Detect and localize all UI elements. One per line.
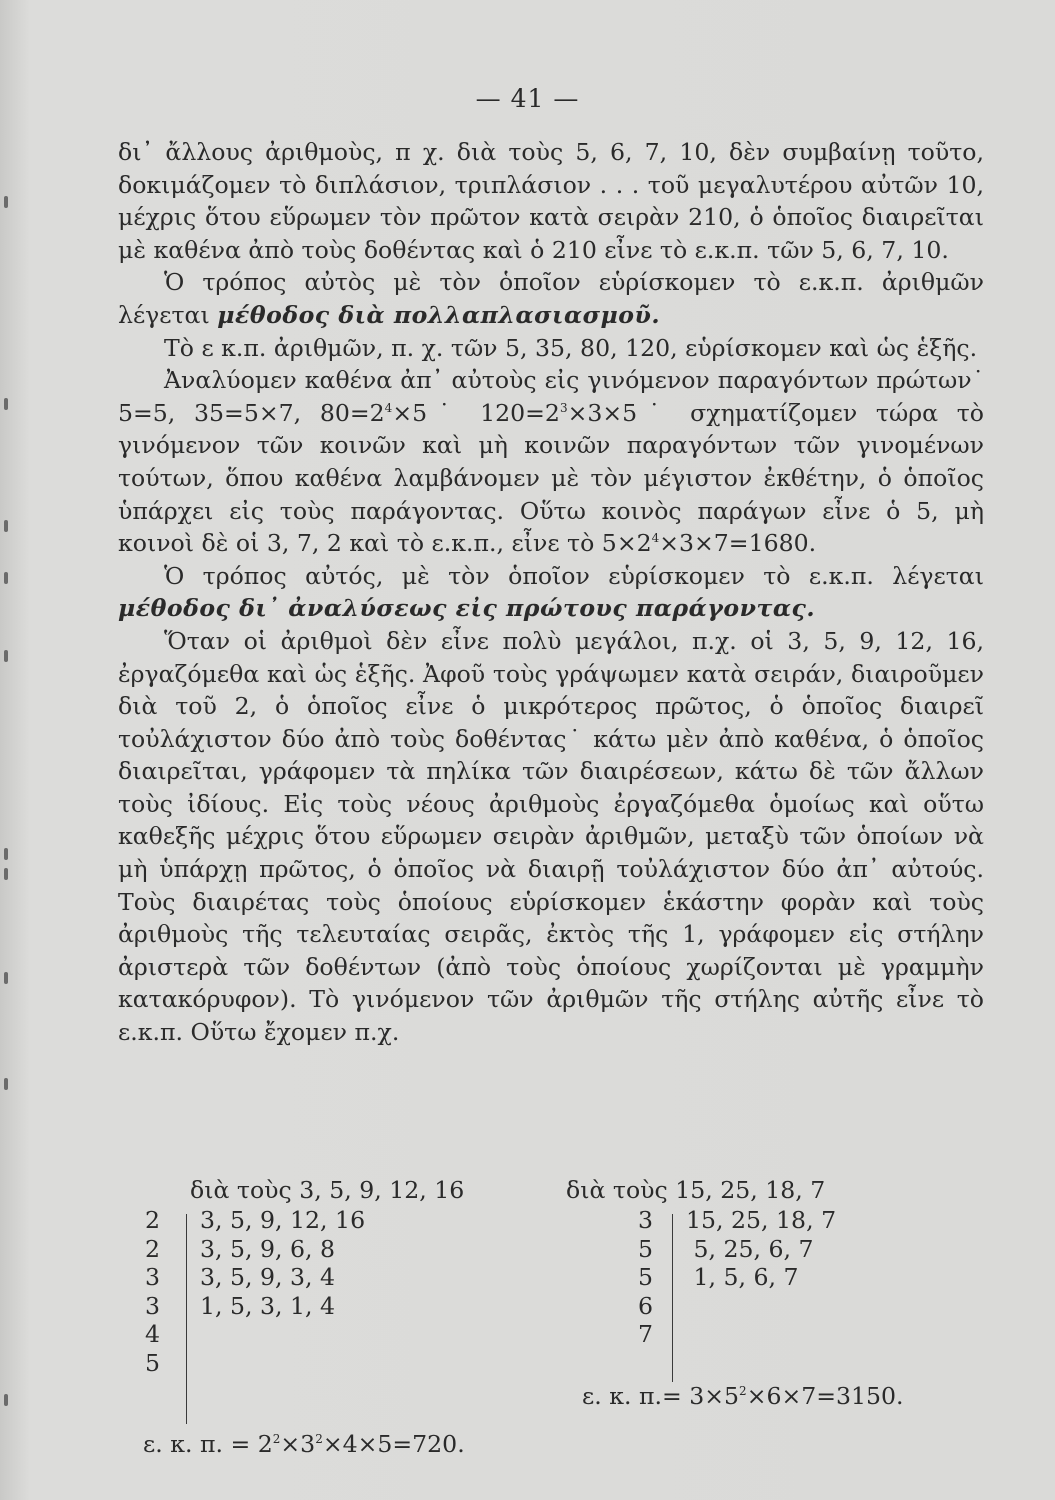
result-text: ε. κ. π.= 3×5 <box>582 1382 740 1410</box>
divisor: 3 <box>145 1291 161 1320</box>
quotient-row: 3, 5, 9, 6, 8 <box>200 1234 336 1263</box>
exponent: 3 <box>559 400 568 415</box>
left-example-title: διὰ τοὺς 3, 5, 9, 12, 16 <box>190 1176 465 1204</box>
exponent: 2 <box>315 1432 323 1446</box>
left-lcm-result <box>143 1430 465 1458</box>
result-text: ε. κ. π. = 2 <box>143 1430 273 1458</box>
quotient-row: 3, 5, 9, 12, 16 <box>200 1206 366 1234</box>
quotient-row: 1, 5, 6, 7 <box>686 1263 799 1291</box>
emphasized-term: μέθοδος δι᾽ ἀναλύσεως εἰς πρώτους παράγοντας. <box>118 594 816 623</box>
right-divider-line <box>672 1214 673 1382</box>
text-run: ×3×7=1680. <box>659 529 817 558</box>
divisor: 6 <box>638 1291 654 1320</box>
divisor: 4 <box>145 1320 161 1348</box>
quotient-row: 3, 5, 9, 3, 4 <box>200 1263 336 1291</box>
result-text: ×3 <box>280 1430 316 1458</box>
text-run: ×3×5˙ σχηματίζομεν τώρα τὸ γινόμενον τῶν κοινῶν καὶ μὴ κοινῶν παραγόντων τῶν γινομένων τούτων, ὅπου καθένα λαμβάνομεν μὲ τὸν μέγιστον ἐκθέτην, ὁ ὁποῖος ὑπάρχει εἰς τοὺς παράγοντας. Οὕτω κοινὸς παράγων εἶνε ὁ 5, μὴ κοινοὶ δὲ οἱ 3, 7, 2 καὶ τὸ ε.κ.π., εἶνε τὸ 5×2 <box>118 398 984 558</box>
divisor: 7 <box>638 1320 654 1348</box>
paragraph <box>118 560 984 625</box>
quotient-row: 15, 25, 18, 7 <box>686 1206 837 1234</box>
text-run: Ὁ τρόπος αὐτὸς μὲ τὸν ὁποῖον εὑρίσκομεν τὸ ε.κ.π. ἀριθμῶν λέγεται <box>118 268 984 329</box>
paragraph <box>118 625 984 1049</box>
divisor: 2 <box>145 1206 161 1234</box>
paragraph <box>118 332 984 365</box>
divisor: 5 <box>638 1263 654 1291</box>
lcm-examples <box>0 1176 1055 1466</box>
quotient-row: 1, 5, 3, 1, 4 <box>200 1291 336 1320</box>
paragraph <box>118 136 984 266</box>
text-run: Ἀναλύομεν καθένα ἀπ᾽ αὐτοὺς εἰς γινόμενον παραγόντων πρώτων˙ 5=5, 35=5×7, 80=2 <box>118 366 984 427</box>
right-lcm-result <box>582 1382 904 1410</box>
left-divider-line <box>186 1214 187 1424</box>
text-run: ×5˙ 120=2 <box>392 398 560 427</box>
result-text: ×4×5=720. <box>322 1430 465 1458</box>
exponent: 2 <box>739 1384 747 1398</box>
right-example-title: διὰ τοὺς 15, 25, 18, 7 <box>566 1176 826 1204</box>
text-run: δι᾽ ἄλλους ἀριθμοὺς, π χ. διὰ τοὺς 5, 6, 7, 10, δὲν συμβαίνῃ τοῦτο, δοκιμάζομεν τὸ διπλάσιον, τριπλάσιον . . . τοῦ μεγαλυτέρου αὐτῶν 10, μέχρις ὅτου εὕρωμεν τὸν πρῶτον κατὰ σειρὰν 210, ὁ ὁποῖος διαιρεῖται μὲ καθένα ἀπὸ τοὺς δοθέντας καὶ ὁ 210 εἶνε τὸ ε.κ.π. τῶν 5, 6, 7, 10. <box>118 138 984 264</box>
exponent: 4 <box>384 400 393 415</box>
text-run: Τὸ ε κ.π. ἀριθμῶν, π. χ. τῶν 5, 35, 80, 120, εὑρίσκομεν καὶ ὡς ἑξῆς. <box>164 333 978 362</box>
paragraph <box>118 266 984 331</box>
divisor: 3 <box>638 1206 654 1234</box>
result-text: ×6×7=3150. <box>746 1382 904 1410</box>
divisor: 5 <box>638 1234 654 1263</box>
text-run: Ὅταν οἱ ἀριθμοὶ δὲν εἶνε πολὺ μεγάλοι, π.χ. οἱ 3, 5, 9, 12, 16, ἐργαζόμεθα καὶ ὡς ἑξῆς. Ἀφοῦ τοὺς γράψωμεν κατὰ σειράν, διαιροῦμεν διὰ τοῦ 2, ὁ ὁποῖος εἶνε ὁ μικρότερος πρῶτος, ὁ ὁποῖος διαιρεῖ τοὐλάχιστον δύο ἀπὸ τοὺς δοθέντας˙ κάτω μὲν ἀπὸ καθένα, ὁ ὁποῖος διαιρεῖται, γράφομεν τὰ πηλίκα τῶν διαιρέσεων, κάτω δὲ τῶν ἄλλων τοὺς ἰδίους. Εἰς τοὺς νέους ἀριθμοὺς ἐργαζόμεθα ὁμοίως καὶ οὕτω καθεξῆς μέχρις ὅτου εὕρωμεν σειρὰν ἀριθμῶν, μεταξὺ τῶν ὁποίων νὰ μὴ ὑπάρχῃ πρῶτος, ὁ ὁποῖος νὰ διαιρῇ τοὐλάχιστον δύο ἀπ᾽ αὐτούς. Τοὺς διαιρέτας τοὺς ὁποίους εὑρίσκομεν ἑκάστην φορὰν καὶ τοὺς ἀριθμοὺς τῆς τελευταίας σειρᾶς, ἐκτὸς τῆς 1, γράφομεν εἰς στήλην ἀριστερὰ τῶν δοθέντων (ἀπὸ τοὺς ὁποίους χωρίζονται μὲ γραμμὴν κατακόρυφον). Τὸ γινόμενον τῶν ἀριθμῶν τῆς στήλης αὐτῆς εἶνε τὸ ε.κ.π. Οὕτω ἔχομεν π.χ. <box>118 626 984 1047</box>
quotient-row: 5, 25, 6, 7 <box>686 1234 814 1263</box>
divisor: 5 <box>145 1348 161 1377</box>
divisor: 2 <box>145 1234 161 1263</box>
paragraph <box>118 364 984 560</box>
page-number: — 41 — <box>475 84 580 113</box>
exponent: 4 <box>651 531 660 546</box>
divisor: 3 <box>145 1263 161 1291</box>
emphasized-term: μέθοδος διὰ πολλαπλασιασμοῦ. <box>217 300 661 329</box>
exponent: 2 <box>272 1432 281 1446</box>
body-text <box>118 136 984 1049</box>
text-run: Ὁ τρόπος αὐτός, μὲ τὸν ὁποῖον εὑρίσκομεν τὸ ε.κ.π. λέγεται <box>164 561 984 590</box>
